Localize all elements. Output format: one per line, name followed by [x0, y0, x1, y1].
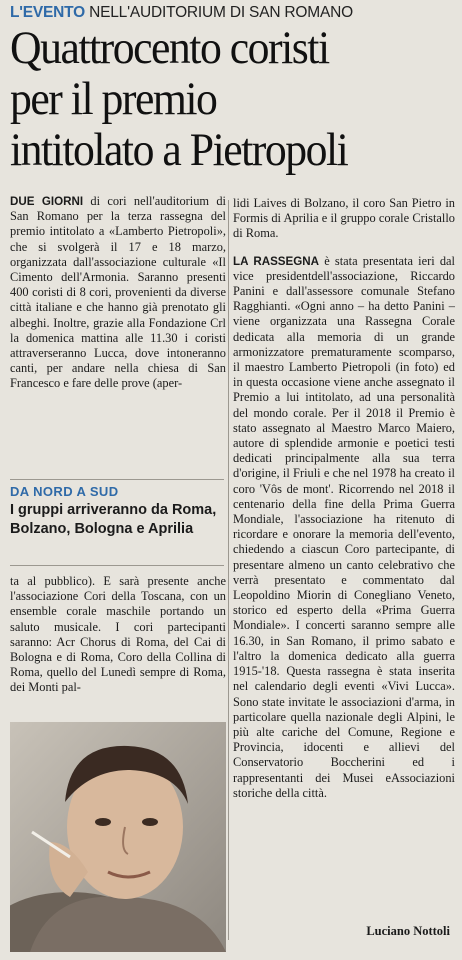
- portrait-illustration: [10, 722, 226, 952]
- article-column-2: [233, 196, 455, 801]
- kicker-text: NELL'AUDITORIUM DI SAN ROMANO: [89, 4, 353, 21]
- section-lead-word: LA RASSEGNA: [233, 254, 320, 268]
- headline-line-1: Quattrocento coristi: [10, 22, 329, 74]
- author-signature: Luciano Nottoli: [366, 924, 450, 938]
- column-divider: [228, 200, 229, 940]
- column-2-top-text: lidi Laives di Bolzano, il coro San Pietro in Formis di Aprilia e il gruppo corale Cristallo di Roma.: [233, 196, 455, 241]
- headline-line-3: intitolato a Pietropoli: [10, 124, 348, 176]
- info-box: [10, 479, 224, 566]
- box-kicker: DA NORD A SUD: [10, 484, 119, 499]
- portrait-photo: [10, 722, 226, 952]
- lead-word: DUE GIORNI: [10, 195, 84, 208]
- box-title: I gruppi arriveranno da Roma, Bolzano, Bologna e Aprilia: [10, 502, 217, 537]
- article-column-1: [10, 194, 226, 392]
- headline: [10, 23, 427, 176]
- headline-line-2: per il premio: [10, 73, 217, 125]
- column-2-text: è stata presentata ieri dal vice presidentdell'associazione, Riccardo Panini e dall'assessore comunale Stefano Ragghianti. «Ogni anno – ha detto Panini – viene organizzata una Rassegna Corale dedicata alla memoria di un grande armonizzatore prematuramente scomparso, il maestro Lamberto Pietropoli (in foto) ed in questa occasione viene anche assegnato il Premio a lui intitolato, ad una personalità del mondo corale. Per il 2018 il Premio è stato assegnato al Maestro Marco Maiero, autore di splendide armonie e poetici testi dedicati principalmente alla sua terra d'origine, il Friuli e che nel 1978 ha creato il coro 'Vôs de mont'. Ricorrendo nel 2018 il centenario della fine della Prima Guerra Mondiale, l'associazione ha ritenuto di ricordare e onorare la memoria dell'evento, chiedendo a ciascun Coro partecipante, di presentare almeno un canto celebrativo che verrà presentato e commentato dal Leopoldino Miorin di Conegliano Veneto, storico ed esperto della «Prima Guerra Mondiale». I concerti saranno sempre alle 16.30, in San Romano, il primo sabato e l'altro la domenica dedicato alla guerra 1915-'18. Questa rassegna è stata inserita nel calendario degli eventi «Vivi Lucca». Sono state invitate le associazioni d'arma, in particolare quella nazionale degli Alpini, le più alte cariche del Comune, Regione e Provincia, idocenti e allievi del Conservatorio Boccherini ed i rappresentanti dei Musei eAssociazioni storiche della città.: [233, 253, 455, 800]
- kicker-label: L'EVENTO: [10, 4, 86, 21]
- section-kicker: [10, 4, 455, 22]
- column-1b-text: ta al pubblico). E sarà presente anche l'associazione Cori della Toscana, con un ensemble corale maschile portando un saluto musicale. I cori partecipanti saranno: Acr Chorus di Roma, del Cai di Bologna e di Roma, Coro della Collina di Roma, quello del Lunedì sempre di Roma, dei Monti pal-: [10, 574, 226, 695]
- article-column-1-continued: [10, 574, 226, 696]
- column-1-text: di cori nell'auditorium di San Romano per la terza rassegna del premio intitolato a «Lamberto Pietropoli», che si svolgerà il 17 e 18 marzo, organizzata dall'associazione culturale «Il Cimento dell'Armonia. Saranno presenti 400 coristi di 8 cori, provenienti da diverse città italiane e che hanno già prenotato gli albeghi. Inoltre, grazie alla Fondazione Crl la domenica mattina alle 11.30 i coristi attraverseranno Lucca, dove intoneranno canti, per andare nella chiesa di San Francesco e fare delle prove (aper-: [10, 194, 226, 391]
